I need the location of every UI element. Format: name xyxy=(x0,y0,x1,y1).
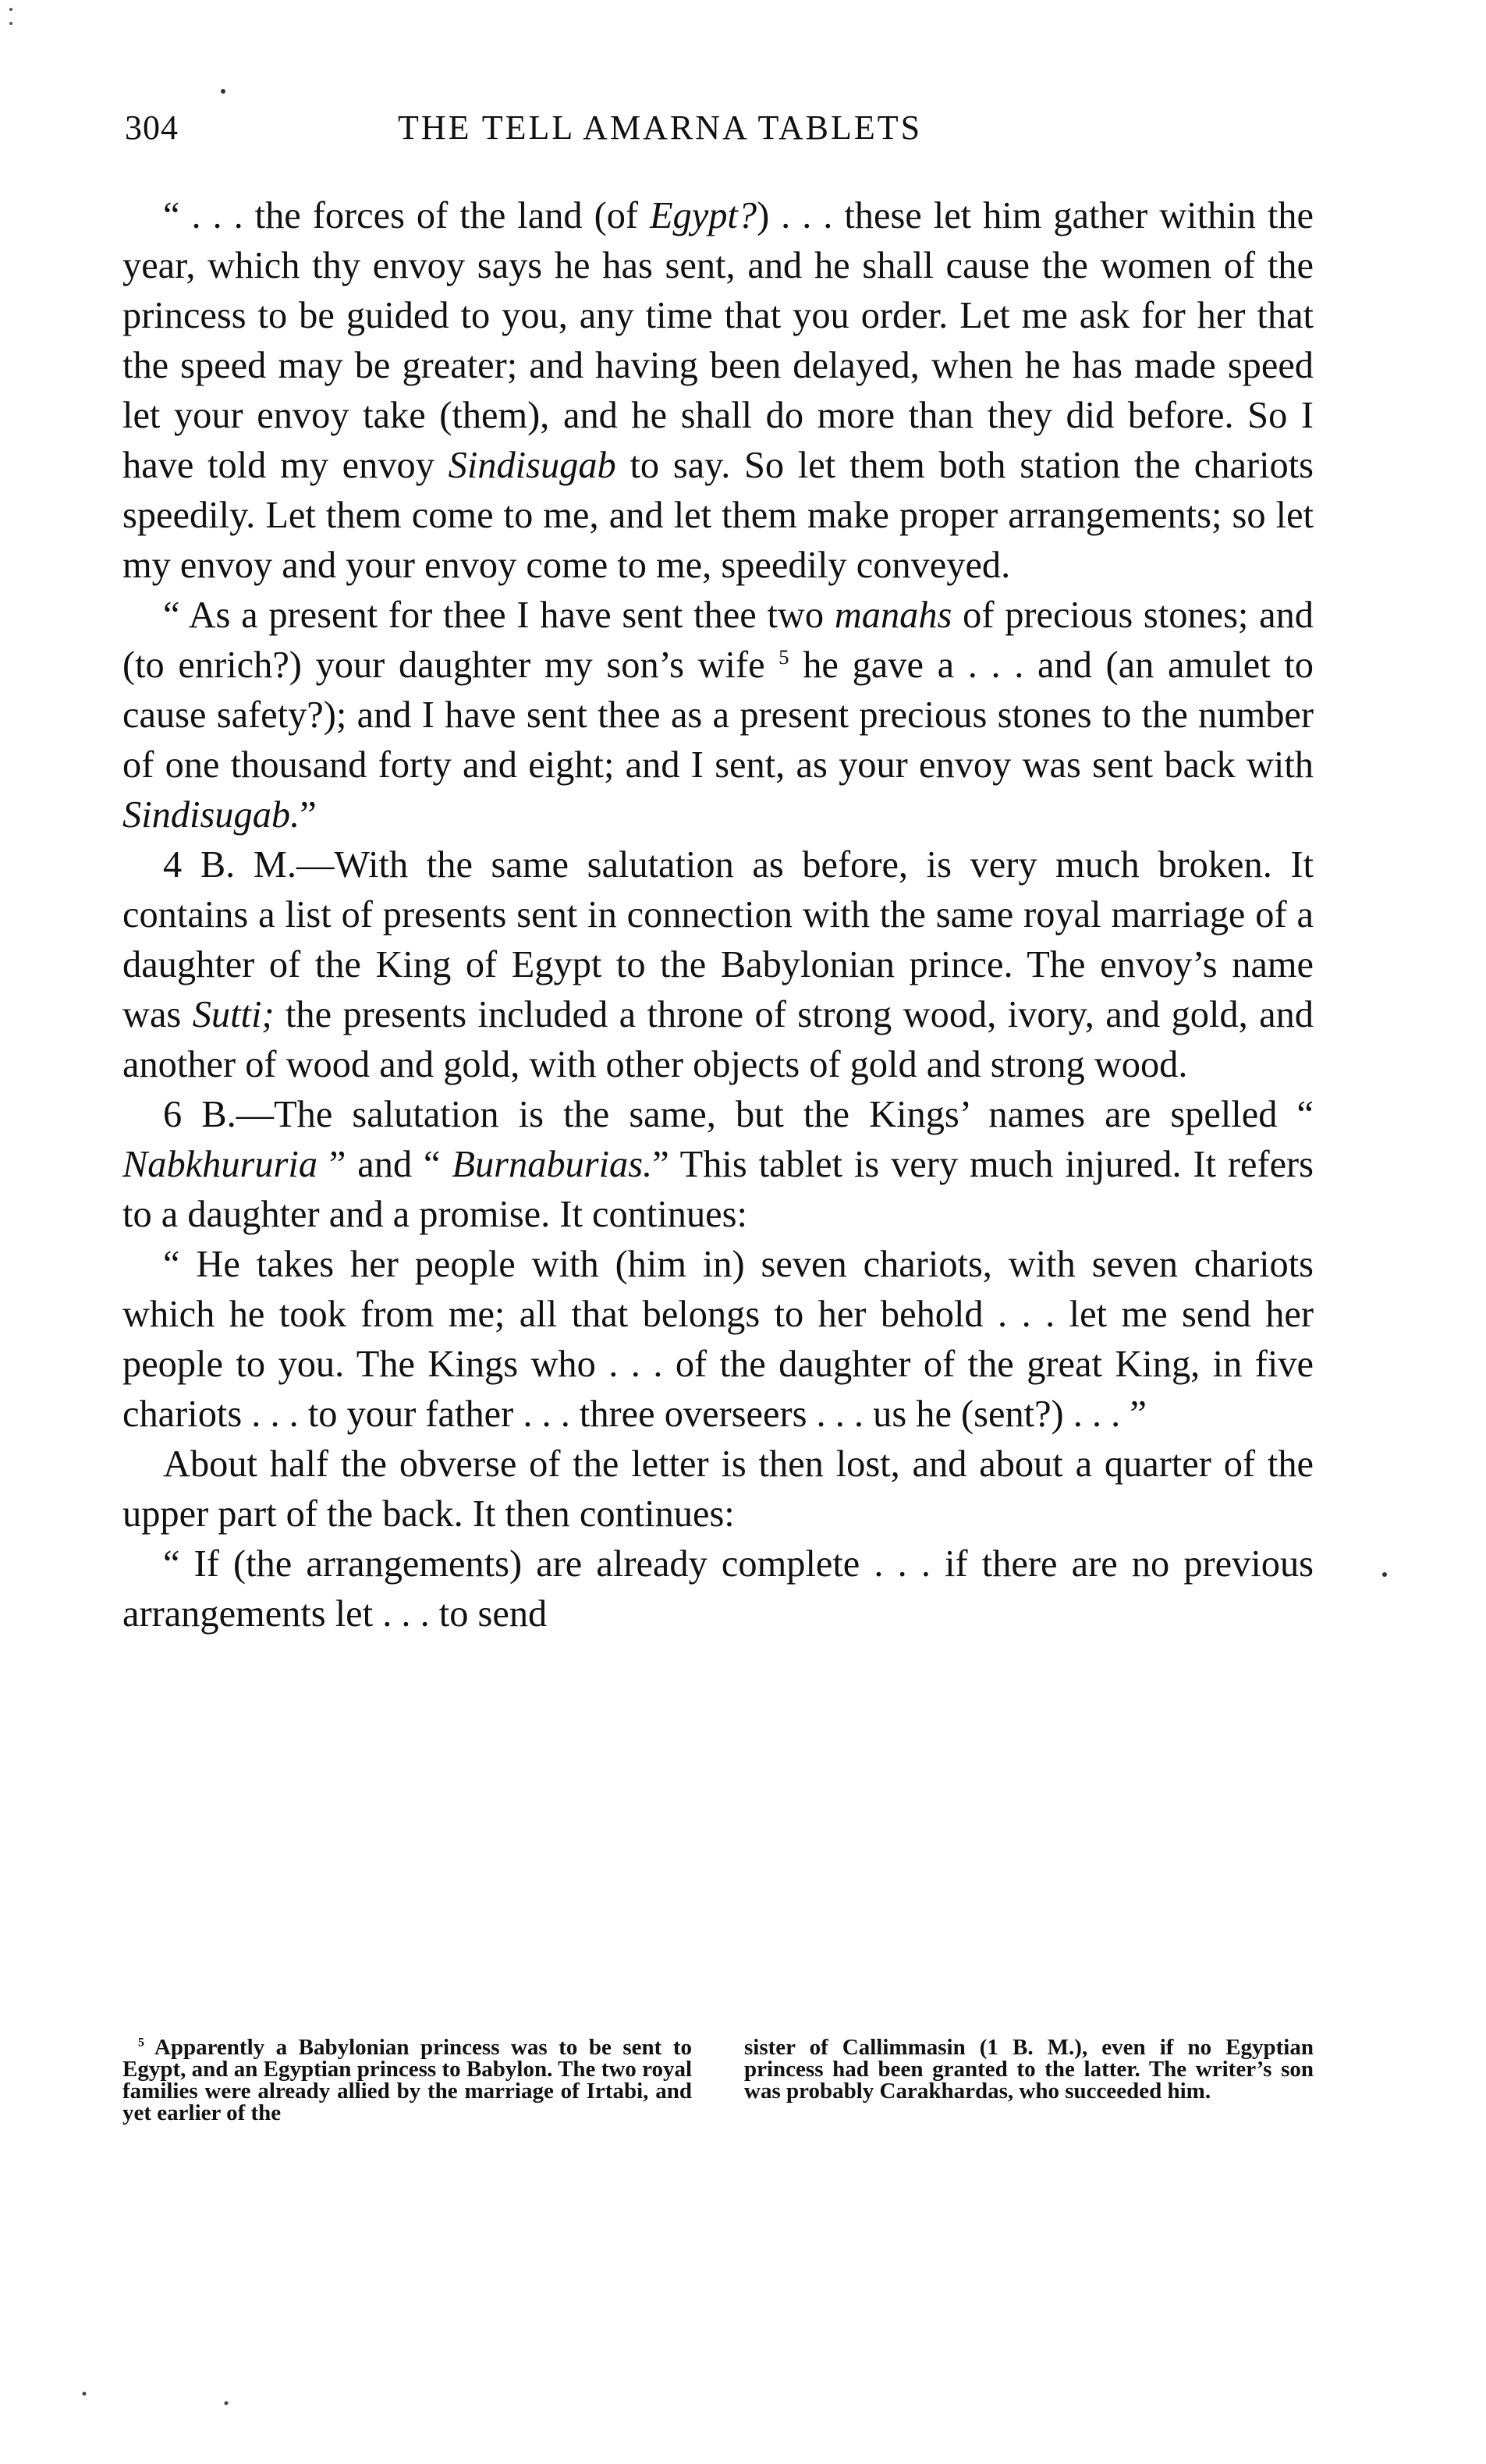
text-run: the presents included a throne of strong wood, ivory, and gold, and another of wood and gold, with other objects of gold and strong wood. xyxy=(122,994,1314,1085)
italic-text: Nabkhururia xyxy=(122,1144,318,1185)
text-run: Apparently a Babylonian princess was to be sent to Egypt, and an Egyptian princess to Babylon. The two royal families were already allied by the marriage of Irtabi, and yet earlier of the xyxy=(122,2035,692,2125)
text-run: 4 B. M.—With the same salutation as before, is very much broken. It contains a list of presents sent in connection with the same royal marriage of a daughter of the King of Egypt to the Babylonian prince. The envoy’s name was xyxy=(122,844,1314,1035)
speck xyxy=(1382,1572,1387,1577)
speck xyxy=(221,89,225,94)
text-run: he gave a . . . and (an amulet to cause safety?); and I have sent thee as a present precious stones to the number of one thousand forty and eight; and I sent, as your envoy was sent back with xyxy=(122,644,1314,786)
text-run: “ As a present for thee I have sent thee two xyxy=(163,595,835,636)
speck xyxy=(225,2402,229,2405)
footnote-marker: 5 xyxy=(138,2036,144,2050)
italic-text: Sutti; xyxy=(192,994,275,1035)
text-run: About half the obverse of the letter is then lost, and about a quarter of the upper part of the back. It then continues: xyxy=(122,1443,1314,1535)
page-number: 304 xyxy=(125,108,179,147)
running-title: THE TELL AMARNA TABLETS xyxy=(398,108,923,147)
italic-text: Burnaburias. xyxy=(452,1144,653,1185)
text-run: sister of Callimmasin (1 B. M.), even if no Egyptian princess had been granted to the latter. The writer’s son was probably Carakhardas, who succeeded him. xyxy=(744,2035,1314,2104)
text-run: of precious stones; and (to enrich?) your daughter my son’s wife xyxy=(122,595,1314,686)
text-run: “ If (the arrangements) are already complete . . . if there are no previous arrangements let . . . to send xyxy=(122,1543,1314,1635)
text-run: ” xyxy=(300,794,317,836)
italic-text: manahs xyxy=(834,595,952,636)
italic-text: Sindisugab. xyxy=(122,794,300,836)
text-run: to say. So let them both station the chariots speedily. Let them come to me, and let them make proper arrangements; so let my envoy and your envoy come to me, speedily conveyed. xyxy=(122,445,1314,586)
footnote-marker: 5 xyxy=(778,644,789,669)
text-run: “ . . . the forces of the land (of xyxy=(163,195,650,236)
speck xyxy=(9,22,12,25)
speck xyxy=(9,8,12,11)
text-run: ” This tablet is very much injured. It refers to a daughter and a promise. It continues: xyxy=(122,1144,1314,1235)
italic-text: Sindisugab xyxy=(448,445,616,486)
text-run: 6 B.—The salutation is the same, but the Kings’ names are spelled “ xyxy=(163,1094,1314,1135)
speck xyxy=(83,2392,87,2396)
text-run: “ He takes her people with (him in) seven chariots, with seven chariots which he took from me; all that belongs to her behold . . . let me send her people to you. The Kings who . . . of the daughter of the great King, in five chariots . . . to your father . . . three overseers . . . us he (sent?) . . . ” xyxy=(122,1244,1314,1435)
text-run: ) . . . these let him gather within the year, which thy envoy says he has sent, and he shall cause the women of the princess to be guided to you, any time that you order. Let me ask for her that the speed may be greater; and having been delayed, when he has made speed let your envoy take (them), and he shall do more than they did before. So I have told my envoy xyxy=(122,195,1314,486)
italic-text: Egypt? xyxy=(649,195,757,236)
text-run: ” and “ xyxy=(317,1144,452,1185)
